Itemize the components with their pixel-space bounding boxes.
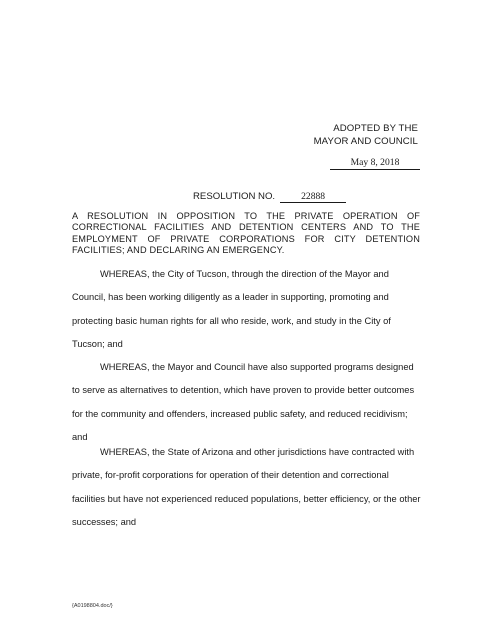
whereas-text: WHEREAS, the Mayor and Council have also supported programs designed to serve as alternatives to detention, which have proven to provide better outcomes for the community and offenders, increased public safety, and reduced recidivism; and [72, 362, 415, 443]
resolution-title: A RESOLUTION IN OPPOSITION TO THE PRIVATE OPERATION OF CORRECTIONAL FACILITIES AND DETENTION CENTERS AND TO THE EMPLOYMENT OF PRIVATE CORPORATIONS FOR CITY DETENTION FACILITIES; AND DECLARING AN EMERGENCY. [72, 211, 420, 256]
document-id-footer: {A0198804.doc/} [72, 603, 113, 609]
whereas-clause-3 [72, 441, 422, 535]
resolution-number-line [193, 191, 346, 203]
adopted-line-2: MAYOR AND COUNCIL [313, 135, 418, 147]
resolution-label: RESOLUTION NO. [193, 191, 276, 202]
whereas-text: WHEREAS, the City of Tucson, through the direction of the Mayor and Council, has been working diligently as a leader in supporting, promoting and protecting basic human rights for all who reside, work, and study in the City of Tucson; and [72, 269, 391, 350]
adoption-block [314, 123, 418, 148]
resolution-number: 22888 [280, 191, 346, 203]
whereas-clause-1 [72, 263, 422, 357]
whereas-clause-2 [72, 356, 422, 450]
whereas-text: WHEREAS, the State of Arizona and other jurisdictions have contracted with private, for-profit corporations for operation of their detention and correctional facilities but have not experienced reduced populations, better efficiency, or the other successes; and [72, 447, 421, 528]
adoption-date: May 8, 2018 [330, 157, 420, 170]
adopted-line-1: ADOPTED BY THE [333, 123, 418, 134]
